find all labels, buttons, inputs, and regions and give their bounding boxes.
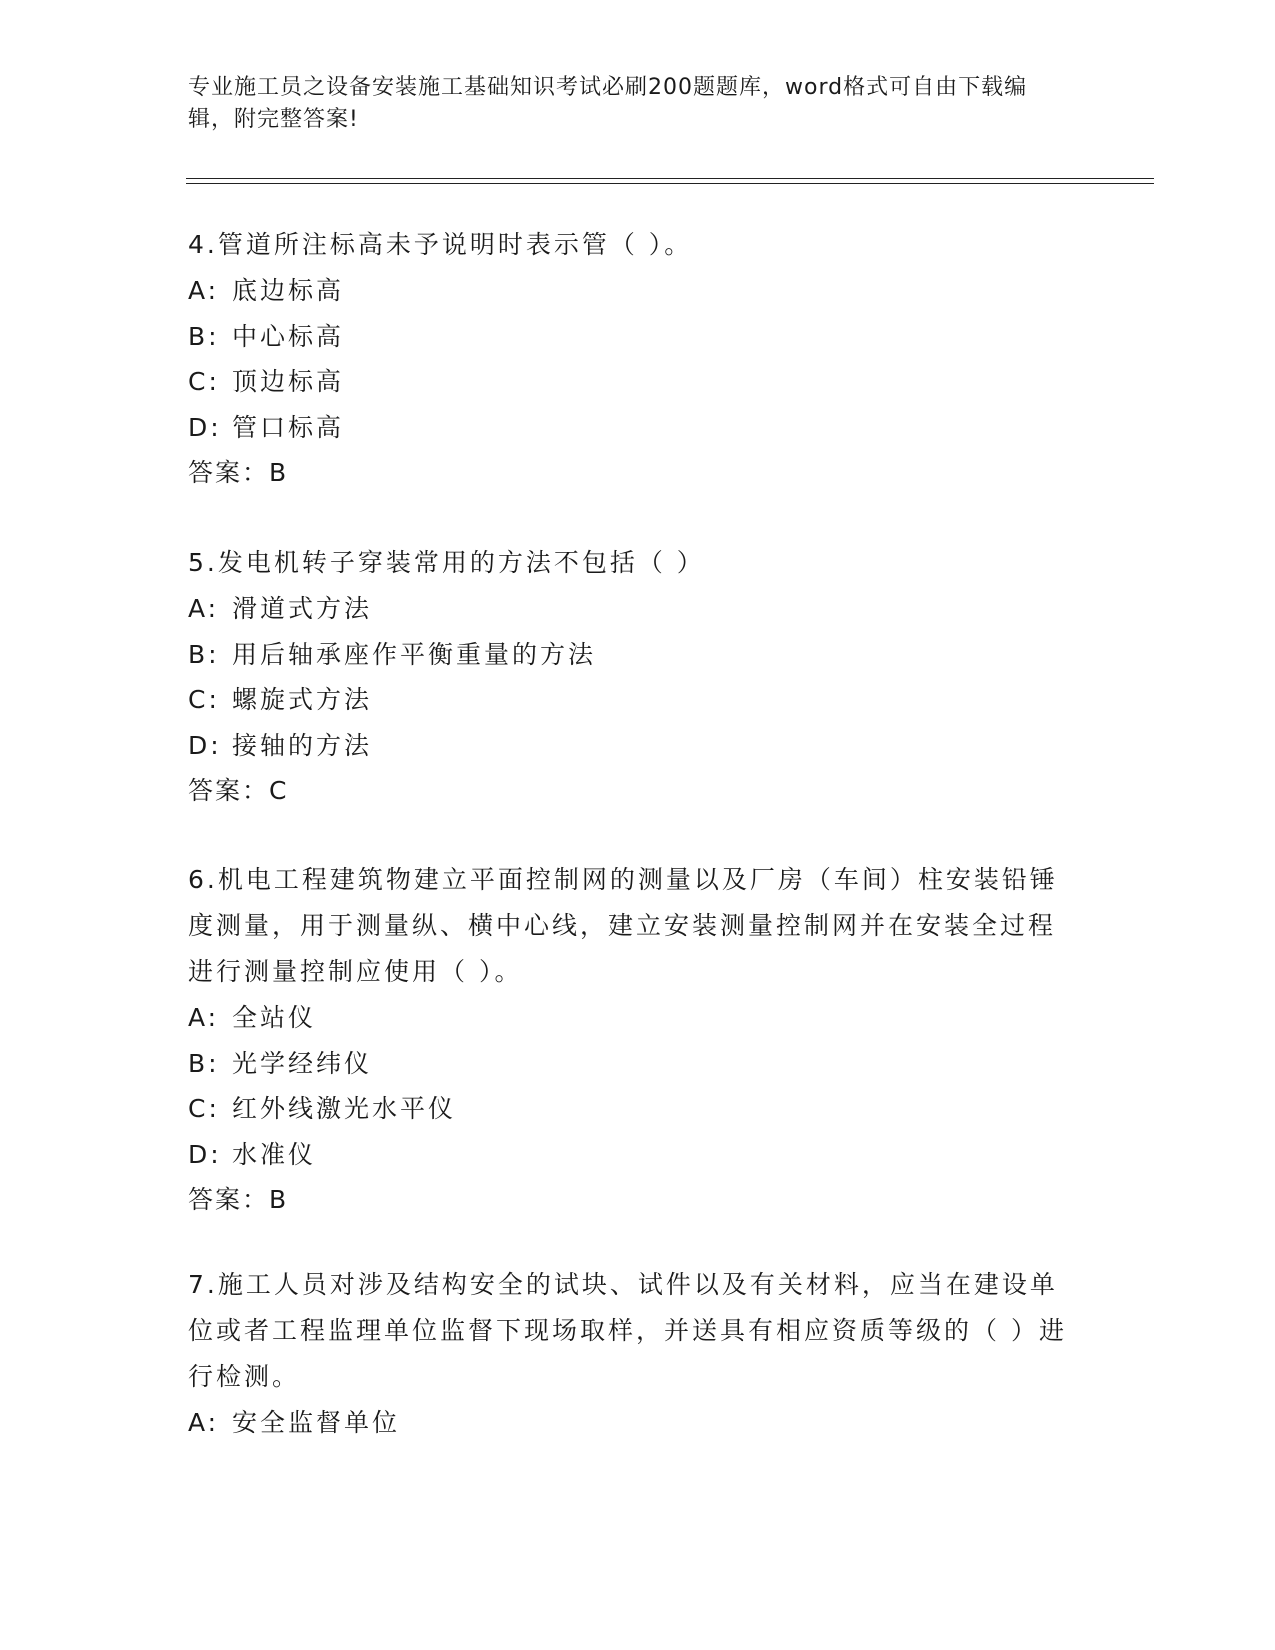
option-letter: D: xyxy=(188,730,222,760)
option-text: 水准仪 xyxy=(232,1139,317,1169)
question-stem: 6.机电工程建筑物建立平面控制网的测量以及厂房（车间）柱安装铅锤度测量，用于测量纵、横中心线，建立安装测量控制网并在安装全过程进行测量控制应使用（ ）。 xyxy=(188,865,1058,986)
option-letter: C: xyxy=(188,685,220,714)
option-letter: B: xyxy=(188,639,220,669)
option-letter: B: xyxy=(188,321,220,351)
question-7 xyxy=(188,1262,1068,1446)
option-text: 全站仪 xyxy=(232,1003,317,1032)
option-b xyxy=(188,632,1068,678)
question-4 xyxy=(188,222,1068,496)
option-letter: A: xyxy=(188,1408,220,1437)
option-d xyxy=(188,405,1068,451)
option-b xyxy=(188,1041,1068,1087)
option-text: 安全监督单位 xyxy=(232,1408,401,1437)
option-b xyxy=(188,314,1068,360)
question-stem: 4.管道所注标高未予说明时表示管（ ）。 xyxy=(188,230,693,259)
option-letter: A: xyxy=(188,594,220,623)
option-text: 滑道式方法 xyxy=(232,594,373,623)
option-a xyxy=(188,268,1068,314)
option-c xyxy=(188,359,1068,405)
option-text: 接轴的方法 xyxy=(232,730,373,760)
option-text: 管口标高 xyxy=(232,412,345,442)
option-letter: A: xyxy=(188,1003,220,1032)
header-divider-top xyxy=(186,178,1154,179)
option-text: 光学经纬仪 xyxy=(232,1048,373,1078)
option-text: 用后轴承座作平衡重量的方法 xyxy=(232,639,597,669)
answer-line: 答案：C xyxy=(188,776,289,805)
question-stem: 5.发电机转子穿装常用的方法不包括（ ） xyxy=(188,548,705,577)
answer-line: 答案：B xyxy=(188,1185,289,1214)
option-c xyxy=(188,677,1068,723)
option-d xyxy=(188,723,1068,769)
option-letter: D: xyxy=(188,412,222,442)
option-text: 红外线激光水平仪 xyxy=(232,1094,457,1123)
question-6 xyxy=(188,857,1068,1223)
option-text: 底边标高 xyxy=(232,276,345,305)
option-a xyxy=(188,995,1068,1041)
option-a xyxy=(188,1400,1068,1446)
option-letter: B: xyxy=(188,1048,220,1078)
option-letter: C: xyxy=(188,1094,220,1123)
option-d xyxy=(188,1132,1068,1178)
option-a xyxy=(188,586,1068,632)
question-stem: 7.施工人员对涉及结构安全的试块、试件以及有关材料，应当在建设单位或者工程监理单位监督下现场取样，并送具有相应资质等级的（ ）进行检测。 xyxy=(188,1270,1067,1391)
option-text: 螺旋式方法 xyxy=(232,685,373,714)
option-c xyxy=(188,1086,1068,1132)
option-text: 中心标高 xyxy=(232,321,345,351)
option-letter: A: xyxy=(188,276,220,305)
question-5 xyxy=(188,540,1068,814)
document-header-title: 专业施工员之设备安装施工基础知识考试必刷200题题库，word格式可自由下载编辑，附完整答案! xyxy=(188,75,1028,132)
answer-line: 答案：B xyxy=(188,458,289,487)
option-letter: D: xyxy=(188,1139,222,1169)
option-text: 顶边标高 xyxy=(232,367,345,396)
option-letter: C: xyxy=(188,367,220,396)
header-divider-bottom xyxy=(186,183,1154,184)
